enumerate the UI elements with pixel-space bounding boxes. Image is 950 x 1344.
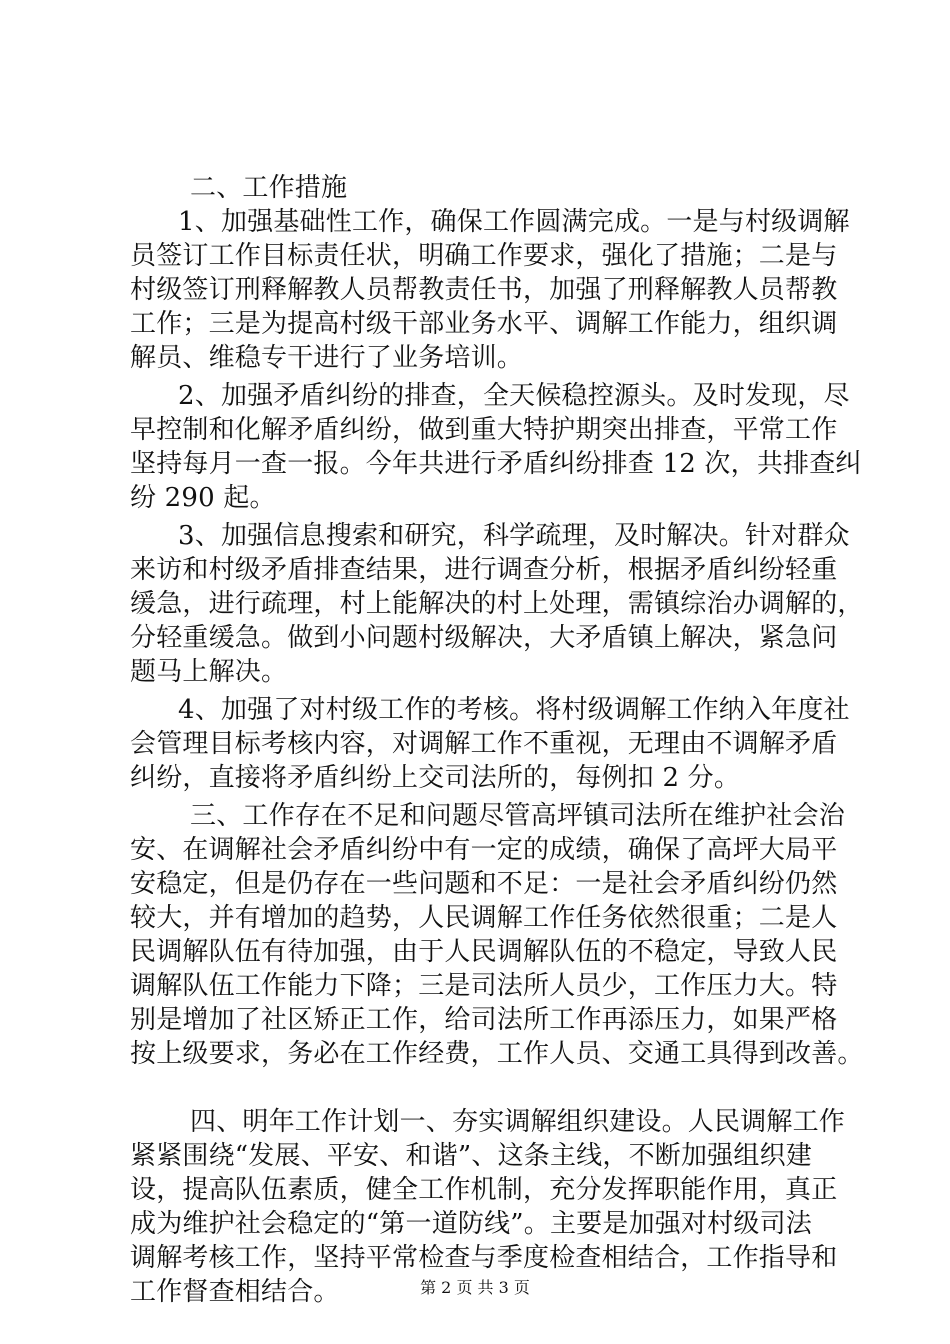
paragraph-line: 安、在调解社会矛盾纠纷中有一定的成绩，确保了高坪大局平: [130, 835, 838, 865]
paragraph-line: 安稳定，但是仍存在一些问题和不足：一是社会矛盾纠纷仍然: [130, 869, 838, 899]
paragraph-line: 缓急，进行疏理，村上能解决的村上处理，需镇综治办调解的，: [130, 589, 864, 619]
paragraph-line: 民调解队伍有待加强，由于人民调解队伍的不稳定，导致人民: [130, 937, 838, 967]
paragraph-line: 工作；三是为提高村级干部业务水平、调解工作能力，组织调: [130, 309, 838, 339]
paragraph-line: 工作督查相结合。: [130, 1277, 340, 1307]
paragraph-line: 按上级要求，务必在工作经费，工作人员、交通工具得到改善。: [130, 1039, 864, 1069]
paragraph-line: 1、加强基础性工作，确保工作圆满完成。一是与村级调解: [178, 207, 850, 237]
paragraph-line: 调解考核工作，坚持平常检查与季度检查相结合，工作指导和: [130, 1243, 838, 1273]
paragraph-line: 纷 290 起。: [130, 483, 276, 513]
paragraph-line: 调解队伍工作能力下降；三是司法所人员少，工作压力大。特: [130, 971, 838, 1001]
paragraph-line: 纠纷，直接将矛盾纠纷上交司法所的，每例扣 2 分。: [130, 763, 741, 793]
paragraph-line: 2、加强矛盾纠纷的排查，全天候稳控源头。及时发现，尽: [178, 381, 850, 411]
paragraph-line: 三、工作存在不足和问题尽管高坪镇司法所在维护社会治: [190, 801, 846, 831]
paragraph-line: 员签订工作目标责任状，明确工作要求，强化了措施；二是与: [130, 241, 838, 271]
paragraph-line: 村级签订刑释解教人员帮教责任书，加强了刑释解教人员帮教: [130, 275, 838, 305]
paragraph-line: 紧紧围绕“发展、平安、和谐”、这条主线，不断加强组织建: [130, 1141, 812, 1171]
paragraph-line: 题马上解决。: [130, 657, 288, 687]
paragraph-line: 四、明年工作计划一、夯实调解组织建设。人民调解工作: [190, 1107, 846, 1137]
paragraph-line: 较大，并有增加的趋势，人民调解工作任务依然很重；二是人: [130, 903, 838, 933]
page-number-footer: 第 2 页 共 3 页: [420, 1278, 530, 1297]
paragraph-line: 早控制和化解矛盾纠纷，做到重大特护期突出排查，平常工作: [130, 415, 838, 445]
paragraph-line: 会管理目标考核内容，对调解工作不重视，无理由不调解矛盾: [130, 729, 838, 759]
paragraph-line: 4、加强了对村级工作的考核。将村级调解工作纳入年度社: [178, 695, 850, 725]
paragraph-line: 解员、维稳专干进行了业务培训。: [130, 343, 524, 373]
paragraph-line: 成为维护社会稳定的“第一道防线”。主要是加强对村级司法: [130, 1209, 812, 1239]
paragraph-line: 来访和村级矛盾排查结果，进行调查分析，根据矛盾纠纷轻重: [130, 555, 838, 585]
paragraph-line: 别是增加了社区矫正工作，给司法所工作再添压力，如果严格: [130, 1005, 838, 1035]
paragraph-line: 分轻重缓急。做到小问题村级解决，大矛盾镇上解决，紧急问: [130, 623, 838, 653]
paragraph-line: 设，提高队伍素质，健全工作机制，充分发挥职能作用，真正: [130, 1175, 838, 1205]
paragraph-line: 3、加强信息搜索和研究，科学疏理，及时解决。针对群众: [178, 521, 850, 551]
section-heading-measures: 二、工作措施: [190, 173, 348, 203]
paragraph-line: 坚持每月一查一报。今年共进行矛盾纠纷排查 12 次，共排查纠: [130, 449, 862, 479]
